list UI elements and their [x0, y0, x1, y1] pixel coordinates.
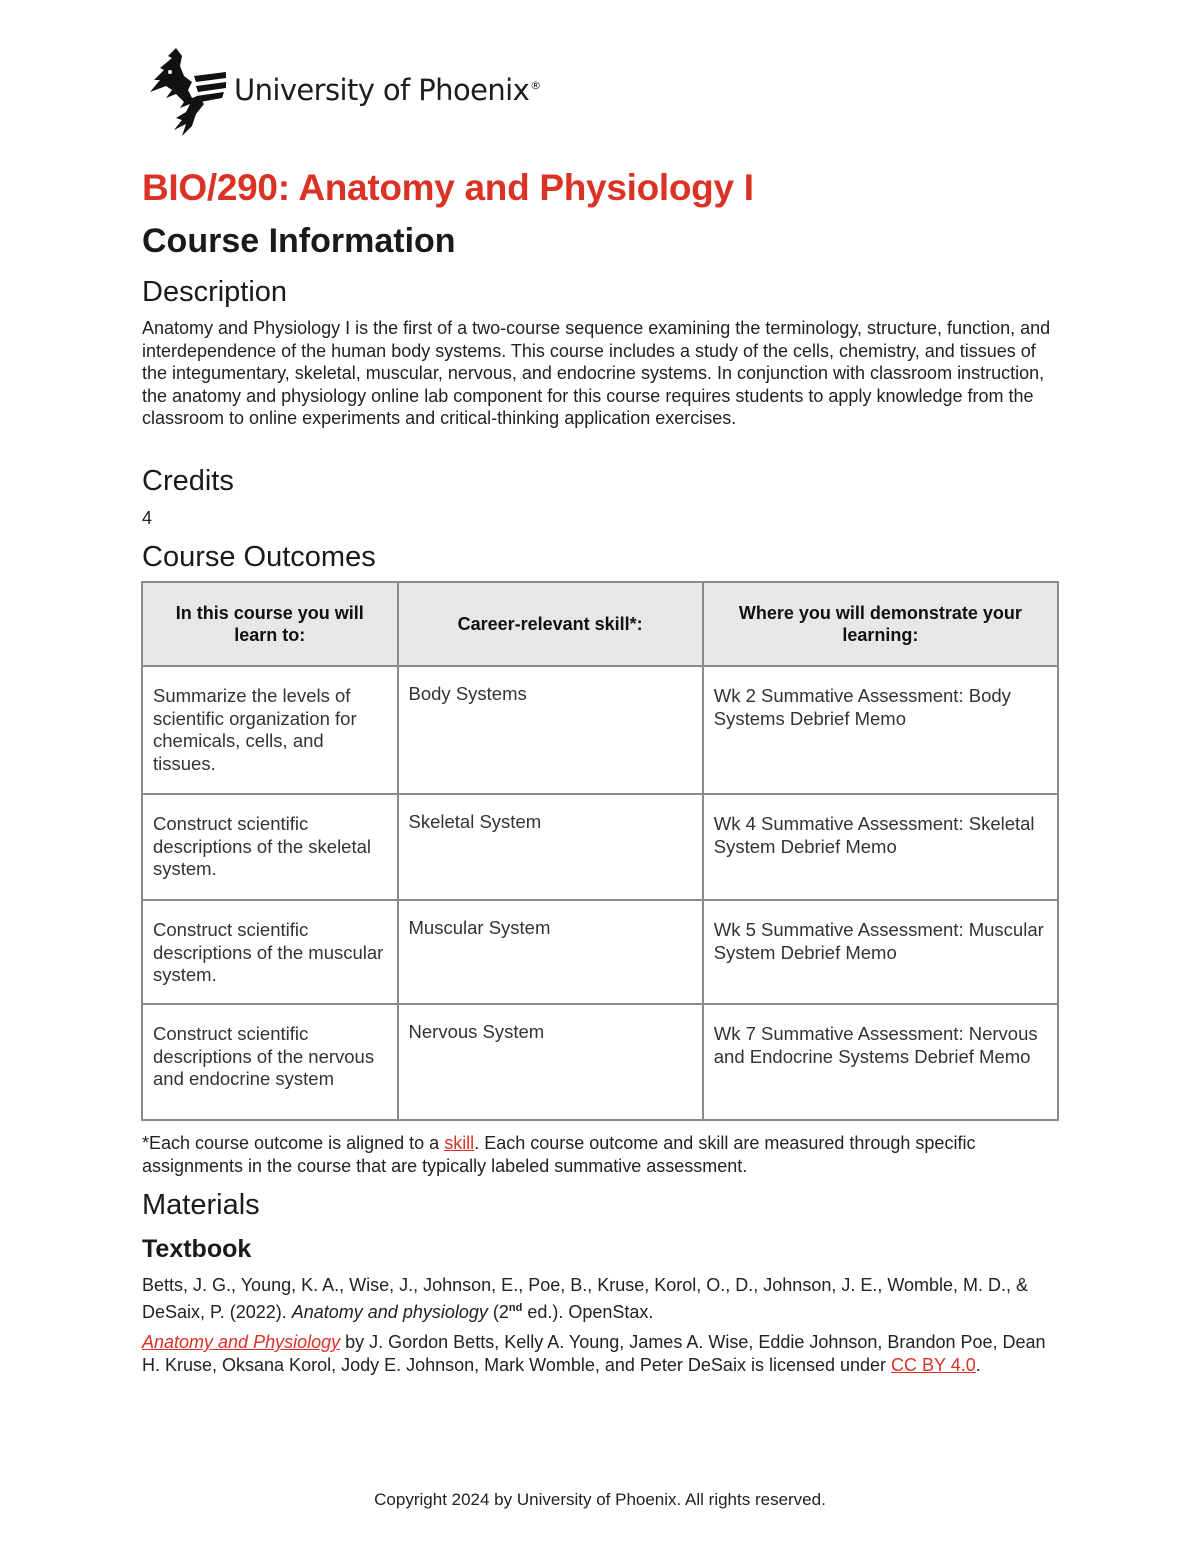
outcomes-footnote: *Each course outcome is aligned to a skill. Each course outcome and skill are measured through specific assignments in the course that are typically labeled summative assessment. [142, 1133, 976, 1176]
assessment-cell: Wk 4 Summative Assessment: Skeletal System Debrief Memo [703, 794, 1058, 900]
course-information-heading: Course Information [142, 222, 456, 260]
outcome-cell: Construct scientific descriptions of the nervous and endocrine system [142, 1004, 398, 1120]
phoenix-bird-icon [146, 46, 230, 138]
skill-cell: Nervous System [398, 1004, 703, 1120]
university-logo [146, 46, 541, 138]
outcome-cell: Construct scientific descriptions of the muscular system. [142, 900, 398, 1004]
textbook-heading: Textbook [142, 1235, 252, 1263]
table-row [142, 666, 1058, 794]
table-row [142, 900, 1058, 1004]
table-header-row [142, 582, 1058, 666]
logo-wordmark: University of Phoenix® [234, 73, 541, 107]
copyright-footer: Copyright 2024 by University of Phoenix. All rights reserved. [374, 1490, 826, 1509]
course-title: BIO/290: Anatomy and Physiology I [142, 167, 754, 208]
outcome-cell: Summarize the levels of scientific organization for chemicals, cells, and tissues. [142, 666, 398, 794]
assessment-cell: Wk 7 Summative Assessment: Nervous and Endocrine Systems Debrief Memo [703, 1004, 1058, 1120]
skill-cell: Muscular System [398, 900, 703, 1004]
skill-cell: Skeletal System [398, 794, 703, 900]
license-link[interactable]: CC BY 4.0 [891, 1354, 976, 1375]
course-outcomes-heading: Course Outcomes [142, 541, 376, 573]
outcomes-table [141, 581, 1059, 1121]
license-statement: Anatomy and Physiology by J. Gordon Betts, Kelly A. Young, James A. Wise, Eddie Johnson, Brandon Poe, Dean H. Kruse, Oksana Korol, Jody E. Johnson, Mark Womble, and Peter DeSaix is licensed under CC BY 4.0. [142, 1332, 1046, 1375]
table-row [142, 794, 1058, 900]
materials-heading: Materials [142, 1189, 260, 1221]
assessment-cell: Wk 5 Summative Assessment: Muscular System Debrief Memo [703, 900, 1058, 1004]
column-header-demonstrate: Where you will demonstrate your learning: [703, 582, 1058, 666]
credits-value: 4 [142, 508, 153, 528]
assessment-cell: Wk 2 Summative Assessment: Body Systems Debrief Memo [703, 666, 1058, 794]
column-header-skill: Career-relevant skill*: [398, 582, 703, 666]
outcome-cell: Construct scientific descriptions of the skeletal system. [142, 794, 398, 900]
skill-link[interactable]: skill [444, 1133, 475, 1153]
textbook-citation: Betts, J. G., Young, K. A., Wise, J., Johnson, E., Poe, B., Kruse, Korol, O., D., Johnson, J. E., Womble, M. D., & DeSaix, P. (2022). Anatomy and physiology (2nd ed.). OpenStax. [142, 1275, 1029, 1322]
credits-heading: Credits [142, 465, 234, 497]
column-header-learn: In this course you will learn to: [142, 582, 398, 666]
skill-cell: Body Systems [398, 666, 703, 794]
description-heading: Description [142, 276, 288, 308]
table-row [142, 1004, 1058, 1120]
textbook-link[interactable]: Anatomy and Physiology [142, 1332, 341, 1352]
description-text: Anatomy and Physiology I is the first of a two-course sequence examining the terminology, structure, function, and interdependence of the human body systems. This course includes a study of the cells, chemistry, and tissues of the integumentary, skeletal, muscular, nervous, and endocrine systems. In conjunction with classroom instruction, the anatomy and physiology online lab component for this course requires students to apply knowledge from the classroom to online experiments and critical-thinking application exercises. [142, 318, 1051, 429]
